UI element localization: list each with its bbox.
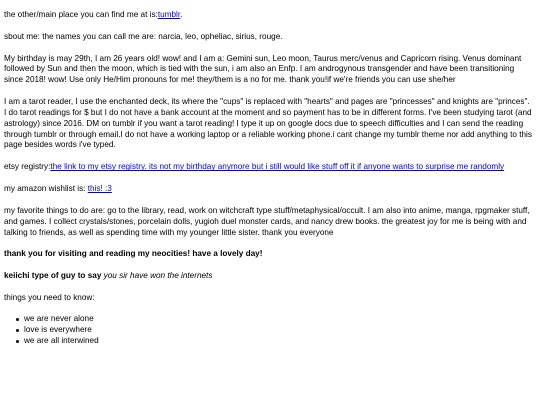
list-item: we are never alone (16, 314, 534, 325)
list-item: we are all interwined (16, 336, 534, 347)
list-item: love is everywhere (16, 325, 534, 336)
tumblr-link[interactable]: tumblr (157, 10, 181, 19)
need-to-know-list (4, 314, 534, 346)
etsy-label: etsy registry: (4, 162, 51, 172)
amazon-paragraph (4, 184, 534, 195)
tarot-paragraph: I am a tarot reader, I use the enchanted deck, its where the "cups" is replaced with "hearts" and pages are "princesses" and knights are "princes". I do tarot readings for $ but I do not have a bank account at the moment and so payment has to be in different forms. I've been studying tarot (and astrology) since 2016. DM on tumblr if you want a tarot reading! I type it up on google docs due to speech difficulties and I can send the reading through tumblr or through email.I do not have a working laptop or a reliable working phone.i cant change my tumblr theme nor add anything to this page besides words i've typed. (4, 97, 532, 150)
need-to-know-heading: things you need to know: (4, 293, 95, 303)
keiichi-bold: keiichi type of guy to say (4, 271, 102, 281)
etsy-paragraph (4, 162, 534, 173)
keiichi-paragraph (4, 271, 534, 282)
find-me-text: the other/main place you can find me at is: (4, 10, 158, 19)
keiichi-italic: you sir have won the internets (101, 271, 213, 281)
favorites-paragraph: my favorite things to do are: go to the library, read, work on witchcraft type stuff/metaphysical/occult. I am also into anime, manga, rpgmaker stuff, and games. I collect crystals/stones, porcelain dolls, yugioh duel monster cards, and nancy drew books. the greatest joy for me is being with and talking to friends, as well as spending time with my younger little sister. thank you everyone (4, 205, 530, 237)
amazon-label: my amazon wishlist is: (4, 184, 88, 194)
birthday-paragraph: My birthday is may 29th, I am 26 years old! wow! and I am a: Gemini sun, Leo moon, Taurus merc/venus and Capricorn rising. Venus dominant followed by Sun and then the moon, which is tied with the sun, i am also an Enfp. I am androgynous transgender and have been transitioning since 2018! wow! Use only He/Him pronouns for me! they/them is a no for me. thank you!if we're friends you can use she/her (4, 53, 522, 85)
thanks-paragraph: thank you for visiting and reading my neocities! have a lovely day! (4, 249, 263, 259)
about-paragraph: sbout me: the names you can call me are: narcia, leo, opheliac, sirius, rouge. (4, 31, 283, 41)
find-me-paragraph (4, 10, 534, 21)
find-me-suffix: . (180, 10, 183, 19)
etsy-registry-link[interactable]: the link to my etsy registry. its not my birthday anymore but i still would like stuff off it if anyone wants to surprise me randomly (50, 162, 505, 172)
amazon-wishlist-link[interactable]: this! :3 (87, 184, 112, 194)
